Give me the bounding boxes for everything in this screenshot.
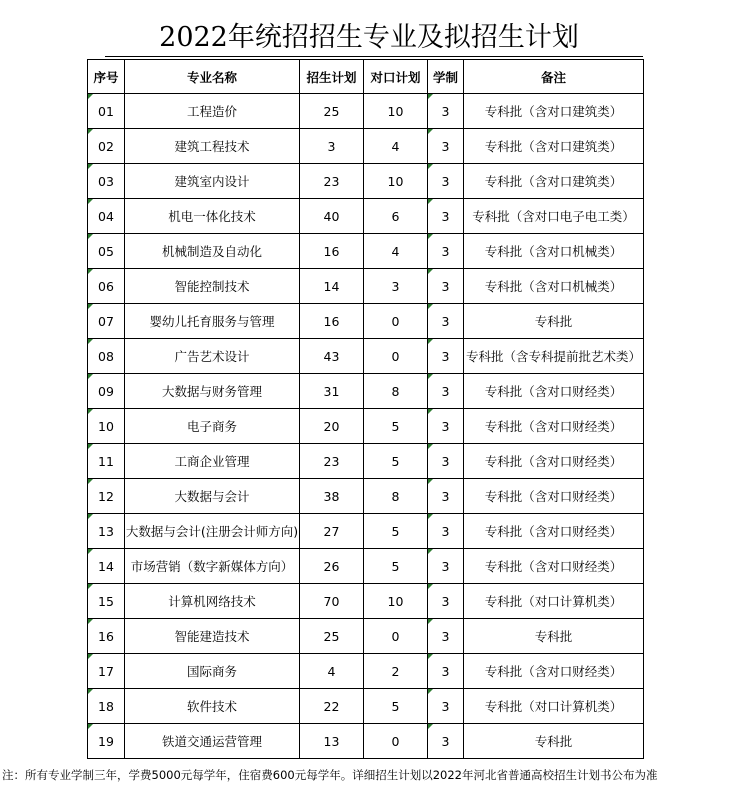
cell-remarks: 专科批（含对口财经类） (464, 444, 644, 479)
cell-remarks: 专科批 (464, 724, 644, 759)
cell-enrollment-plan: 4 (300, 654, 364, 689)
cell-seq: 09 (88, 374, 125, 409)
table-row (88, 689, 644, 724)
cell-enrollment-plan: 23 (300, 164, 364, 199)
cell-enrollment-plan: 22 (300, 689, 364, 724)
cell-remarks: 专科批 (464, 304, 644, 339)
cell-major-name: 建筑工程技术 (125, 129, 300, 164)
cell-enrollment-plan: 27 (300, 514, 364, 549)
cell-duration: 3 (428, 129, 464, 164)
cell-major-name: 智能建造技术 (125, 619, 300, 654)
cell-remarks: 专科批（含对口建筑类） (464, 164, 644, 199)
table-row (88, 514, 644, 549)
cell-enrollment-plan: 14 (300, 269, 364, 304)
cell-seq: 06 (88, 269, 125, 304)
header-enrollment-plan: 招生计划 (300, 60, 364, 94)
cell-major-name: 铁道交通运营管理 (125, 724, 300, 759)
cell-duration: 3 (428, 374, 464, 409)
header-major-name: 专业名称 (125, 60, 300, 94)
cell-duikou-plan: 2 (364, 654, 428, 689)
cell-remarks: 专科批（含对口电子电工类） (464, 199, 644, 234)
cell-major-name: 工商企业管理 (125, 444, 300, 479)
cell-major-name: 国际商务 (125, 654, 300, 689)
cell-enrollment-plan: 31 (300, 374, 364, 409)
cell-duikou-plan: 5 (364, 549, 428, 584)
cell-major-name: 大数据与会计 (125, 479, 300, 514)
cell-remarks: 专科批（对口计算机类） (464, 584, 644, 619)
table-row (88, 654, 644, 689)
cell-major-name: 工程造价 (125, 94, 300, 129)
cell-major-name: 大数据与财务管理 (125, 374, 300, 409)
cell-seq: 05 (88, 234, 125, 269)
table-row (88, 304, 644, 339)
cell-duikou-plan: 10 (364, 584, 428, 619)
cell-duration: 3 (428, 619, 464, 654)
cell-seq: 15 (88, 584, 125, 619)
cell-major-name: 广告艺术设计 (125, 339, 300, 374)
table-body (88, 94, 644, 759)
cell-duikou-plan: 5 (364, 689, 428, 724)
cell-duikou-plan: 5 (364, 514, 428, 549)
cell-seq: 17 (88, 654, 125, 689)
cell-major-name: 市场营销（数字新媒体方向） (125, 549, 300, 584)
cell-duikou-plan: 8 (364, 374, 428, 409)
header-duration: 学制 (428, 60, 464, 94)
cell-major-name: 电子商务 (125, 409, 300, 444)
table-header-row (88, 60, 644, 94)
cell-duikou-plan: 10 (364, 94, 428, 129)
cell-seq: 11 (88, 444, 125, 479)
table-row (88, 164, 644, 199)
cell-seq: 02 (88, 129, 125, 164)
cell-duration: 3 (428, 654, 464, 689)
cell-major-name: 计算机网络技术 (125, 584, 300, 619)
cell-major-name: 软件技术 (125, 689, 300, 724)
cell-duration: 3 (428, 549, 464, 584)
title-underline (105, 56, 643, 57)
footer-note: 注：所有专业学制三年，学费5000元每学年，住宿费600元每学年。详细招生计划以2022年河北省普通高校招生计划书公布为准 (2, 768, 658, 782)
table-row (88, 234, 644, 269)
cell-enrollment-plan: 40 (300, 199, 364, 234)
table-row (88, 339, 644, 374)
cell-duration: 3 (428, 339, 464, 374)
cell-duration: 3 (428, 234, 464, 269)
cell-enrollment-plan: 16 (300, 234, 364, 269)
cell-duration: 3 (428, 199, 464, 234)
cell-seq: 13 (88, 514, 125, 549)
cell-duration: 3 (428, 409, 464, 444)
cell-duration: 3 (428, 444, 464, 479)
cell-seq: 03 (88, 164, 125, 199)
cell-enrollment-plan: 26 (300, 549, 364, 584)
table-row (88, 584, 644, 619)
table-row (88, 129, 644, 164)
cell-major-name: 智能控制技术 (125, 269, 300, 304)
cell-seq: 07 (88, 304, 125, 339)
cell-seq: 14 (88, 549, 125, 584)
header-duikou-plan: 对口计划 (364, 60, 428, 94)
cell-seq: 18 (88, 689, 125, 724)
cell-duration: 3 (428, 304, 464, 339)
cell-duikou-plan: 5 (364, 409, 428, 444)
cell-enrollment-plan: 43 (300, 339, 364, 374)
cell-enrollment-plan: 25 (300, 94, 364, 129)
cell-duikou-plan: 3 (364, 269, 428, 304)
cell-remarks: 专科批（含对口建筑类） (464, 129, 644, 164)
cell-major-name: 机械制造及自动化 (125, 234, 300, 269)
cell-duration: 3 (428, 164, 464, 199)
cell-seq: 08 (88, 339, 125, 374)
cell-seq: 19 (88, 724, 125, 759)
cell-remarks: 专科批（含对口财经类） (464, 374, 644, 409)
table-row (88, 94, 644, 129)
table-row (88, 374, 644, 409)
cell-enrollment-plan: 3 (300, 129, 364, 164)
cell-remarks: 专科批（含对口财经类） (464, 514, 644, 549)
cell-duikou-plan: 4 (364, 234, 428, 269)
cell-enrollment-plan: 38 (300, 479, 364, 514)
cell-seq: 10 (88, 409, 125, 444)
cell-remarks: 专科批（含对口财经类） (464, 409, 644, 444)
cell-major-name: 大数据与会计(注册会计师方向) (125, 514, 300, 549)
cell-remarks: 专科批（含对口建筑类） (464, 94, 644, 129)
cell-duration: 3 (428, 94, 464, 129)
cell-duikou-plan: 0 (364, 304, 428, 339)
table-row (88, 479, 644, 514)
cell-remarks: 专科批 (464, 619, 644, 654)
cell-duikou-plan: 8 (364, 479, 428, 514)
enrollment-plan-table (87, 59, 644, 759)
table-row (88, 409, 644, 444)
cell-duikou-plan: 6 (364, 199, 428, 234)
cell-duikou-plan: 4 (364, 129, 428, 164)
cell-enrollment-plan: 20 (300, 409, 364, 444)
table-row (88, 444, 644, 479)
cell-duration: 3 (428, 269, 464, 304)
cell-seq: 12 (88, 479, 125, 514)
cell-duikou-plan: 10 (364, 164, 428, 199)
cell-enrollment-plan: 70 (300, 584, 364, 619)
cell-duikou-plan: 0 (364, 339, 428, 374)
cell-remarks: 专科批（含对口机械类） (464, 234, 644, 269)
cell-duration: 3 (428, 479, 464, 514)
cell-seq: 04 (88, 199, 125, 234)
cell-remarks: 专科批（含专科提前批艺术类） (464, 339, 644, 374)
table-row (88, 199, 644, 234)
table-row (88, 549, 644, 584)
cell-duikou-plan: 0 (364, 724, 428, 759)
cell-duration: 3 (428, 584, 464, 619)
header-remarks: 备注 (464, 60, 644, 94)
cell-duikou-plan: 5 (364, 444, 428, 479)
cell-enrollment-plan: 23 (300, 444, 364, 479)
table-row (88, 269, 644, 304)
cell-major-name: 机电一体化技术 (125, 199, 300, 234)
cell-major-name: 建筑室内设计 (125, 164, 300, 199)
cell-seq: 01 (88, 94, 125, 129)
cell-enrollment-plan: 13 (300, 724, 364, 759)
cell-duration: 3 (428, 724, 464, 759)
cell-seq: 16 (88, 619, 125, 654)
cell-remarks: 专科批（含对口财经类） (464, 549, 644, 584)
cell-major-name: 婴幼儿托育服务与管理 (125, 304, 300, 339)
header-seq: 序号 (88, 60, 125, 94)
cell-remarks: 专科批（含对口财经类） (464, 654, 644, 689)
page-title: 2022年统招招生专业及拟招生计划 (159, 22, 579, 53)
cell-enrollment-plan: 16 (300, 304, 364, 339)
cell-enrollment-plan: 25 (300, 619, 364, 654)
table-row (88, 619, 644, 654)
cell-duikou-plan: 0 (364, 619, 428, 654)
cell-duration: 3 (428, 689, 464, 724)
table-row (88, 724, 644, 759)
cell-remarks: 专科批（含对口财经类） (464, 479, 644, 514)
cell-remarks: 专科批（含对口机械类） (464, 269, 644, 304)
cell-duration: 3 (428, 514, 464, 549)
cell-remarks: 专科批（对口计算机类） (464, 689, 644, 724)
